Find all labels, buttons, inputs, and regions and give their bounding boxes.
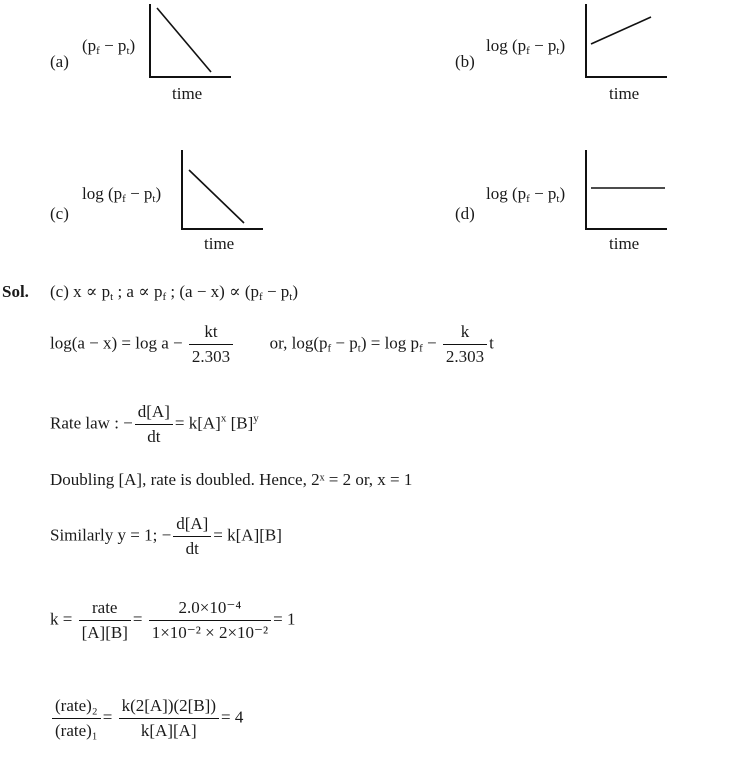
graph-b-xlabel: time: [609, 84, 640, 103]
rate-constant-calc: k = $\frac{\text{rate}}{[A][B]}$ = $\frac{\text{2.0×10⁻⁴}}{\text{1×10⁻² × 2×10⁻²}}$ = 1: [50, 598, 296, 642]
eq2-frac-num: k: [443, 322, 487, 345]
ratio-result: = 4: [220, 707, 244, 727]
k-frac2-num: 2.0×10⁻⁴: [149, 598, 271, 621]
eq1-frac-den: 2.303: [191, 347, 231, 366]
graph-d-label: (d): [455, 204, 475, 223]
eq1-left: log(a − x) = log a −: [50, 333, 183, 353]
graph-b-ylabel: $\log (p_f - p_t)$: [486, 36, 566, 57]
k-frac2-den: 1×10⁻² × 2×10⁻²: [151, 623, 269, 642]
graph-b: [585, 4, 667, 78]
graph-a-label: (a): [50, 52, 69, 71]
graph-a-ylabel: $(p_f - p_t)$: [82, 36, 136, 57]
graph-c-line: [181, 150, 263, 230]
graph-b-label: (b): [455, 52, 475, 71]
rate-ratio: $\frac{\text{(rate)₂}}{\text{(rate)₁}}$ = $\frac{k(2[A])(2[B])}{k[A][A]}$ = 4: [50, 696, 243, 741]
eq2-frac-den: 2.303: [445, 347, 485, 366]
k-frac1-den: [A][B]: [81, 623, 128, 642]
graph-c-ylabel: $\log (p_f - p_t)$: [82, 184, 162, 205]
k-result: = 1: [273, 609, 296, 629]
graph-c-xlabel: time: [204, 234, 235, 253]
eq1-fraction: [189, 322, 233, 367]
integrated-rate-equation: log(a − x) = log a − $\frac{kt}{2.303}$ or, $\log(p_f - p_t) = \log p_f$ − $\frac{k}{2.303}$ t: [50, 322, 494, 366]
graph-b-line: [585, 4, 667, 78]
eq2-fraction: [443, 322, 487, 367]
similarly-rhs: = k[A][B]: [213, 525, 282, 545]
graph-d-ylabel: $\log (p_f - p_t)$: [486, 184, 566, 205]
ratio-mid-num: k(2[A])(2[B]): [119, 696, 219, 719]
eq1-frac-num: kt: [189, 322, 233, 345]
ratio-mid-den: k[A][A]: [140, 721, 197, 740]
similarly-den: dt: [185, 539, 199, 558]
similarly-fraction: [173, 514, 211, 559]
solution-line-1: (c) $x \propto p_t$ ; $a \propto p_f$ ; $(a - x) \propto (p_f - p_t)$: [50, 282, 299, 303]
rate-law-num: d[A]: [135, 402, 173, 425]
graph-a-line: [149, 4, 231, 78]
rate-law-label: Rate law :: [50, 413, 119, 433]
similarly-num: d[A]: [173, 514, 211, 537]
eq-or: or,: [269, 333, 288, 353]
solution-label: Sol.: [2, 282, 29, 301]
k-frac2: [149, 598, 271, 643]
similarly-label: Similarly y = 1;: [50, 525, 158, 545]
doubling-statement: Doubling [A], rate is doubled. Hence, 2ˣ = 2 or, x = 1: [50, 470, 413, 489]
graph-a-xlabel: time: [172, 84, 203, 103]
graph-c: [181, 150, 263, 230]
rate-law-den: dt: [147, 427, 161, 446]
graph-a: [149, 4, 231, 78]
similarly-line: Similarly y = 1; − $\frac{d[A]}{dt}$ = k[A][B]: [50, 514, 282, 558]
k-frac1: [79, 598, 131, 643]
eq2-tail: t: [489, 333, 494, 353]
rate-law: Rate law : − $\frac{d[A]}{dt}$ = $k[A]^x$ $[B]^y$: [50, 402, 259, 446]
solution-answer: (c): [50, 282, 69, 301]
k-eq-left: k =: [50, 609, 73, 629]
k-frac1-num: rate: [79, 598, 131, 621]
graph-c-label: (c): [50, 204, 69, 223]
ratio-num: (rate)₂: [52, 696, 101, 719]
rate-law-fraction: [135, 402, 173, 447]
graph-d-xlabel: time: [609, 234, 640, 253]
graph-d-line: [585, 150, 667, 230]
ratio-frac-mid: [119, 696, 219, 741]
graph-d: [585, 150, 667, 230]
ratio-frac-left: [52, 696, 101, 741]
ratio-den: (rate)₁: [55, 721, 98, 740]
